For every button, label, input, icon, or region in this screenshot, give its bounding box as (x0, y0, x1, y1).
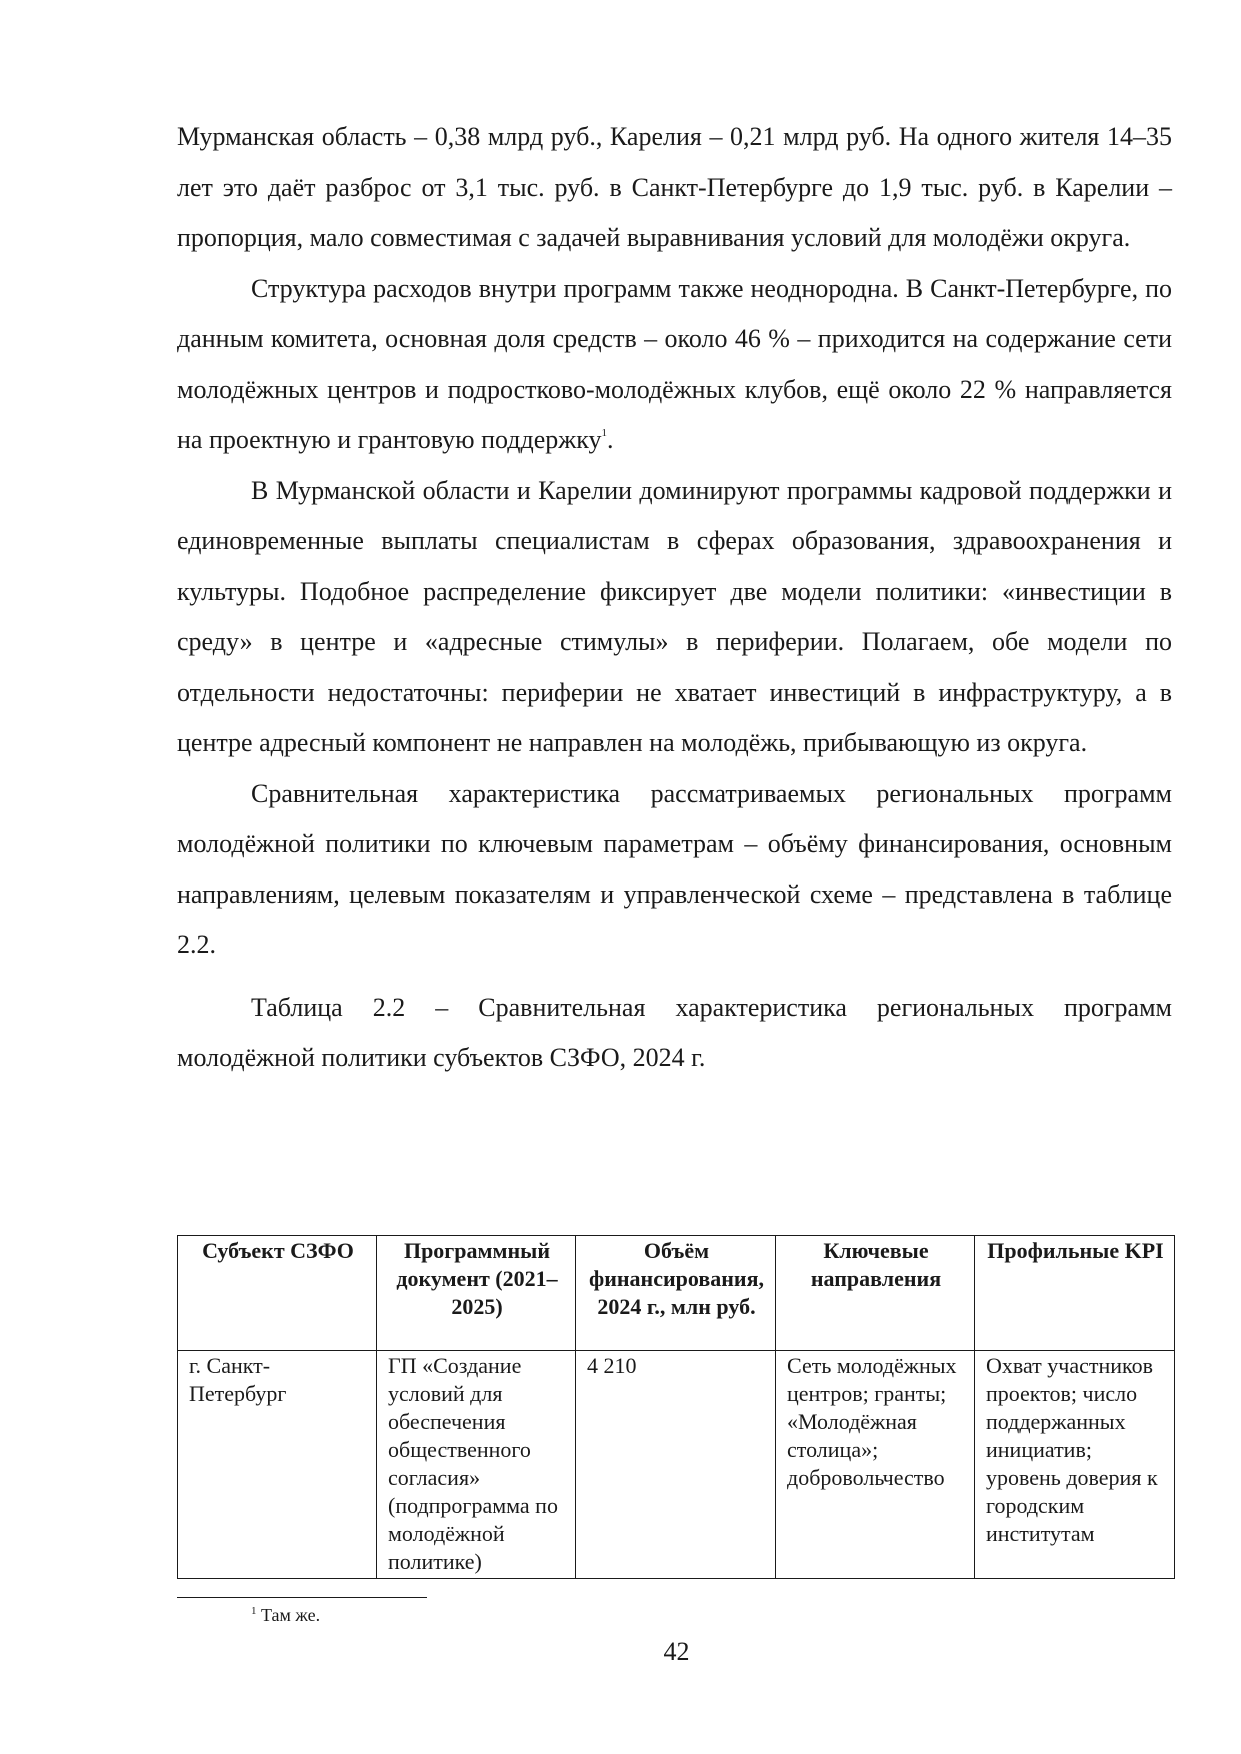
body-text (177, 112, 1172, 1084)
cell-funding: 4 210 (576, 1351, 776, 1579)
table-row (178, 1351, 1175, 1579)
table-header-row (178, 1236, 1175, 1351)
paragraph-3: В Мурманской области и Карелии доминируют программы кадровой поддержки и единовременные выплаты специалистам в сферах образования, здравоохранения и культуры. Подобное распределение фиксирует две модели политики: «инвестиции в среду» в центре и «адресные стимулы» в периферии. Полагаем, обе модели по отдельности недостаточны: периферии не хватает инвестиций в инфраструктуру, а в центре адресный компонент не направлен на молодёжь, прибывающую из округа. (177, 475, 1172, 757)
paragraph-4: Сравнительная характеристика рассматриваемых региональных программ молодёжной политики по ключевым параметрам – объёму финансирования, основным направлениям, целевым показателям и управленческой схеме – представлена в таблице 2.2. (177, 778, 1172, 959)
footnote-text: Там же. (256, 1605, 321, 1625)
header-funding: Объём финансирования, 2024 г., млн руб. (576, 1236, 776, 1351)
footnote-marker: 1 (251, 1605, 257, 1617)
cell-subject: г. Санкт-Петербург (178, 1351, 377, 1579)
header-kpi: Профильные KPI (975, 1236, 1175, 1351)
paragraph-2-end: . (606, 425, 614, 454)
cell-program-document: ГП «Создание условий для обеспечения общественного согласия» (подпрограмма по молодёжной политике) (377, 1351, 576, 1579)
header-program-document: Программный документ (2021–2025) (377, 1236, 576, 1351)
paragraph-2-text: Структура расходов внутри программ также неоднородна. В Санкт-Петербурге, по данным комитета, основная доля средств – около 46 % – приходится на содержание сети молодёжных центров и подростково-молодёжных клубов, ещё около 22 % направляется на проектную и грантовую поддержку (177, 273, 1172, 454)
header-subject: Субъект СЗФО (178, 1236, 377, 1351)
comparison-table (177, 1235, 1175, 1579)
cell-kpi: Охват участников проектов; число поддержанных инициатив; уровень доверия к городским институтам (975, 1351, 1175, 1579)
footnote-reference[interactable]: 1 (601, 427, 607, 439)
header-key-directions: Ключевые направления (776, 1236, 975, 1351)
table-caption: Таблица 2.2 – Сравнительная характеристика региональных программ молодёжной политики субъектов СЗФО, 2024 г. (177, 992, 1172, 1072)
footnote (251, 1605, 320, 1626)
paragraph-1: Мурманская область – 0,38 млрд руб., Карелия – 0,21 млрд руб. На одного жителя 14–35 лет это даёт разброс от 3,1 тыс. руб. в Санкт-Петербурге до 1,9 тыс. руб. в Карелии – пропорция, мало совместимая с задачей выравнивания условий для молодёжи округа. (177, 122, 1172, 252)
footnote-separator (177, 1597, 427, 1598)
cell-key-directions: Сеть молодёжных центров; гранты; «Молодёжная столица»; добровольчество (776, 1351, 975, 1579)
page-number: 42 (663, 1637, 690, 1666)
paragraph-2 (177, 264, 1172, 466)
